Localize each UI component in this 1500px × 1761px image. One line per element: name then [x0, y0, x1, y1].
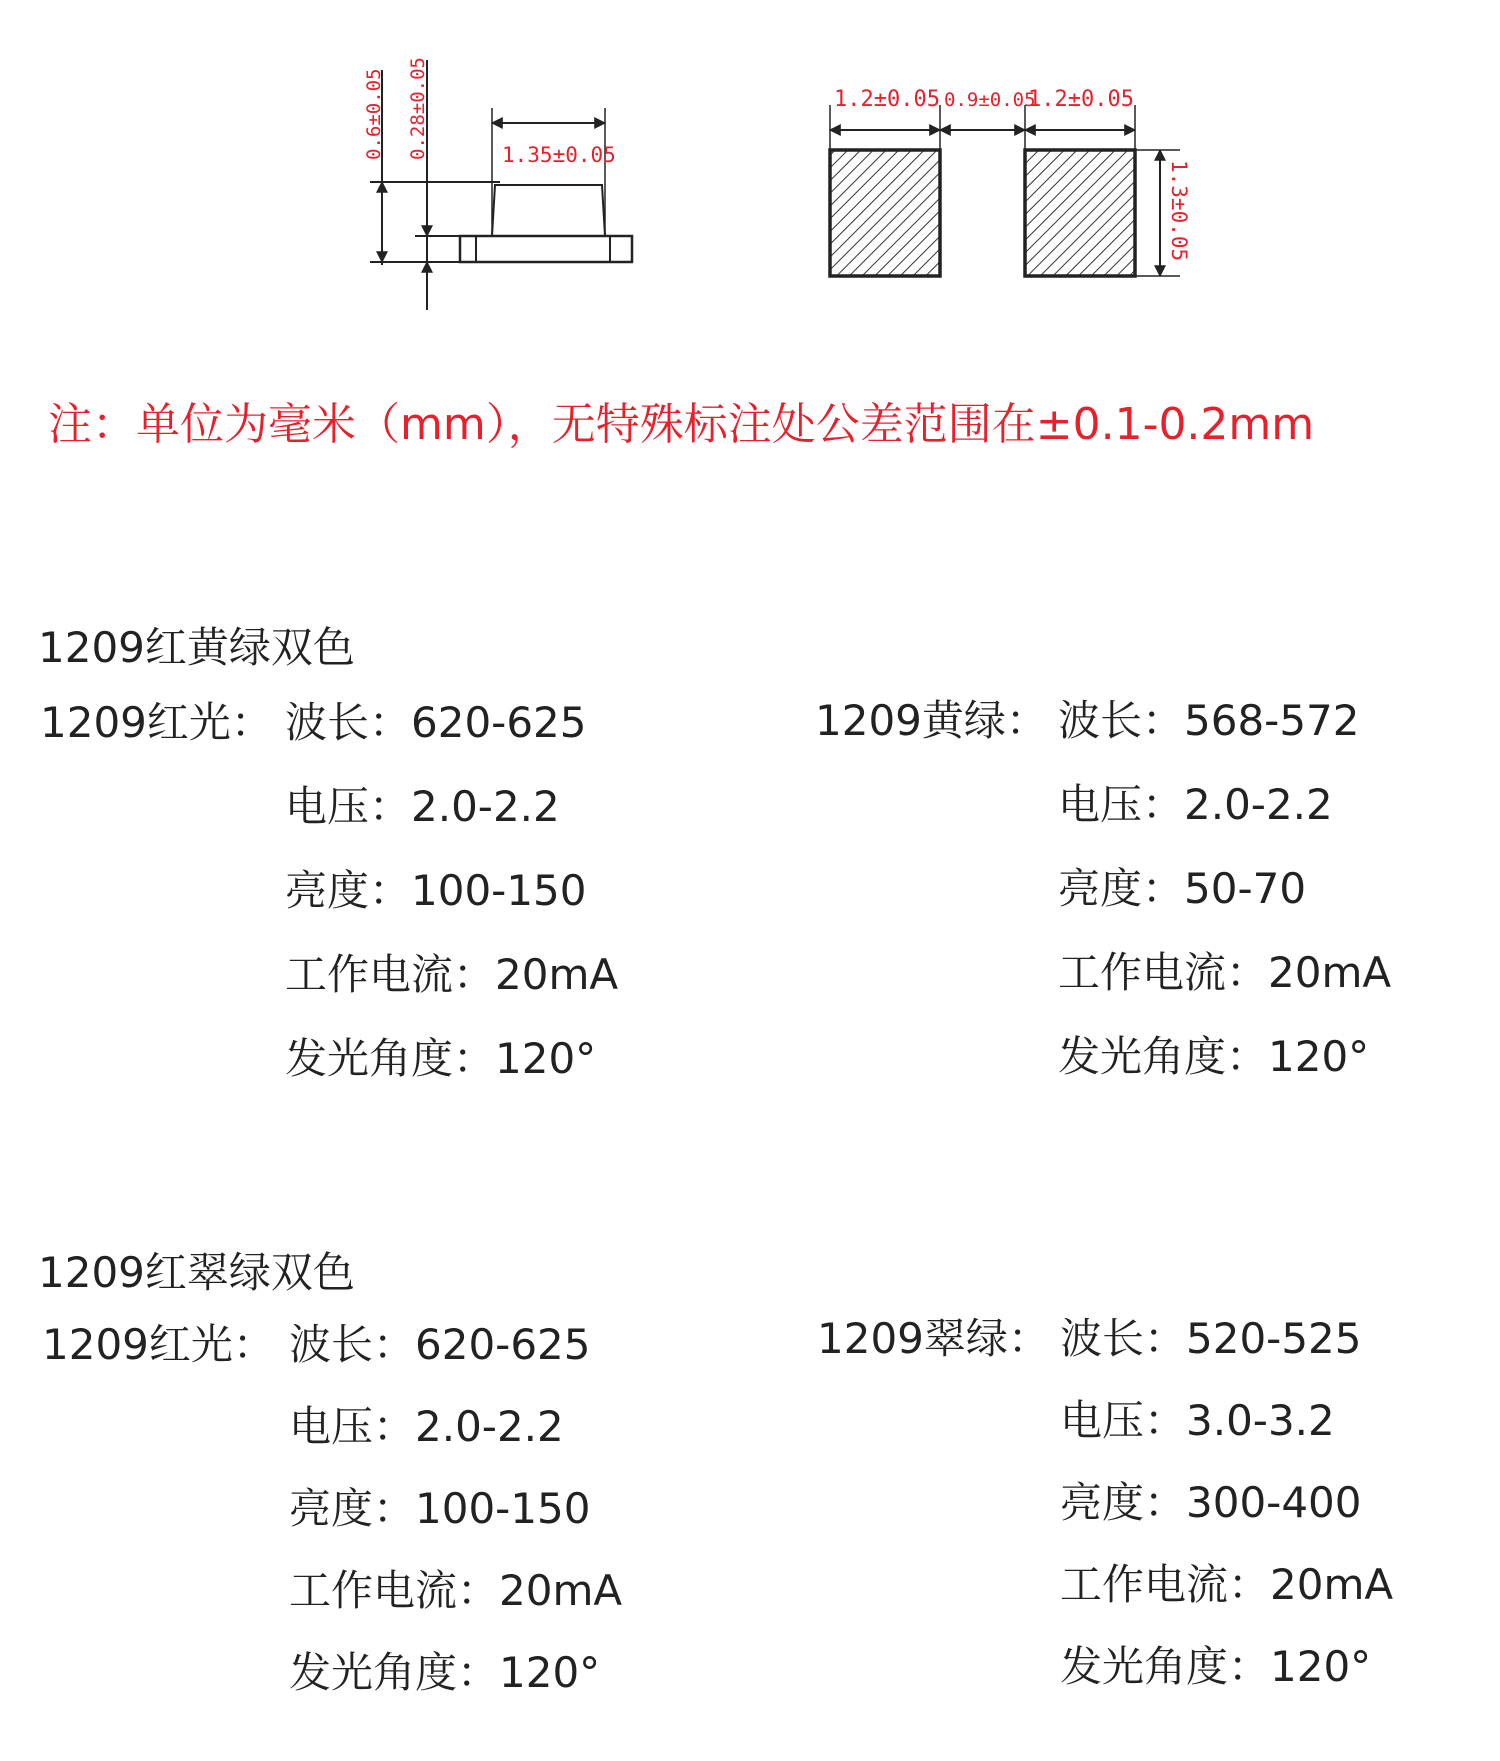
spec-row: [289, 1312, 591, 1372]
spec-name: 1209红光：: [40, 698, 273, 747]
dim-gap-label: 0.9±0.05: [944, 89, 1036, 111]
spec-value: 2.0-2.2: [415, 1402, 564, 1451]
spec-row: [285, 858, 587, 918]
spec-label: 波长：: [289, 1320, 416, 1369]
spec-value: 620-625: [411, 698, 587, 747]
spec-label: 工作电流：: [285, 950, 496, 999]
dim-lens-height-label: 0.28±0.05: [407, 57, 429, 160]
units-note: 注：单位为毫米（mm），无特殊标注处公差范围在±0.1-0.2mm: [48, 399, 1315, 450]
spec-row: [289, 1394, 564, 1454]
spec-row: [1058, 1024, 1369, 1084]
spec-name: 1209红光：: [42, 1320, 275, 1369]
spec-row: [1058, 688, 1360, 748]
dim-pad-right-label: 1.2±0.05: [1028, 87, 1134, 112]
spec-value: 50-70: [1184, 864, 1307, 913]
spec-label: 亮度：: [1058, 864, 1185, 913]
spec-row: [1058, 772, 1333, 832]
spec-label: 亮度：: [289, 1484, 416, 1533]
spec-row: [285, 690, 587, 750]
spec-row: [1058, 856, 1306, 916]
spec-label: 波长：: [1060, 1314, 1187, 1363]
section-title-red-emerald-green: 1209红翠绿双色: [38, 1248, 355, 1297]
spec-label: 波长：: [285, 698, 412, 747]
spec-label: 发光角度：: [289, 1648, 500, 1697]
spec-value: 100-150: [411, 866, 587, 915]
spec-name: 1209翠绿：: [817, 1314, 1050, 1363]
spec-value: 120°: [1270, 1642, 1372, 1691]
spec-row: [289, 1476, 591, 1536]
spec-row: [1058, 940, 1391, 1000]
spec-value: 100-150: [415, 1484, 591, 1533]
spec-value: 20mA: [499, 1566, 623, 1615]
spec-label: 发光角度：: [1060, 1642, 1271, 1691]
spec-label: 亮度：: [285, 866, 412, 915]
spec-row: [1060, 1306, 1362, 1366]
spec-value: 120°: [495, 1034, 597, 1083]
spec-value: 2.0-2.2: [1184, 780, 1333, 829]
dim-total-height-label: 0.6±0.05: [363, 68, 385, 160]
dim-width-label: 1.35±0.05: [502, 143, 616, 167]
spec-label: 亮度：: [1060, 1478, 1187, 1527]
dim-pad-height-label: 1.3±0.05: [1167, 160, 1191, 262]
spec-label: 电压：: [1058, 780, 1185, 829]
spec-label: 电压：: [1060, 1396, 1187, 1445]
spec-value: 20mA: [495, 950, 619, 999]
pad-view-drawing: [820, 50, 1220, 380]
spec-row: [285, 942, 618, 1002]
spec-row: [289, 1640, 600, 1700]
spec-row: [1060, 1634, 1371, 1694]
spec-label: 发光角度：: [1058, 1032, 1269, 1081]
spec-label: 发光角度：: [285, 1034, 496, 1083]
spec-label: 波长：: [1058, 696, 1185, 745]
spec-row: [1060, 1470, 1362, 1530]
spec-row: [285, 774, 560, 834]
spec-row: [285, 1026, 596, 1086]
spec-value: 300-400: [1186, 1478, 1362, 1527]
spec-row: [289, 1558, 622, 1618]
spec-label: 电压：: [285, 782, 412, 831]
spec-row: [1060, 1552, 1393, 1612]
spec-label: 电压：: [289, 1402, 416, 1451]
spec-value: 2.0-2.2: [411, 782, 560, 831]
spec-value: 3.0-3.2: [1186, 1396, 1335, 1445]
spec-value: 20mA: [1270, 1560, 1394, 1609]
spec-row: [1060, 1388, 1335, 1448]
spec-value: 520-525: [1186, 1314, 1362, 1363]
spec-value: 568-572: [1184, 696, 1360, 745]
spec-value: 20mA: [1268, 948, 1392, 997]
spec-label: 工作电流：: [1060, 1560, 1271, 1609]
spec-value: 120°: [1268, 1032, 1370, 1081]
dimension-drawings: [0, 0, 1500, 330]
spec-name: 1209黄绿：: [815, 696, 1048, 745]
spec-label: 工作电流：: [1058, 948, 1269, 997]
dim-pad-left-label: 1.2±0.05: [834, 87, 940, 112]
section-title-red-yellow-green: 1209红黄绿双色: [38, 623, 355, 672]
spec-value: 620-625: [415, 1320, 591, 1369]
spec-label: 工作电流：: [289, 1566, 500, 1615]
spec-value: 120°: [499, 1648, 601, 1697]
